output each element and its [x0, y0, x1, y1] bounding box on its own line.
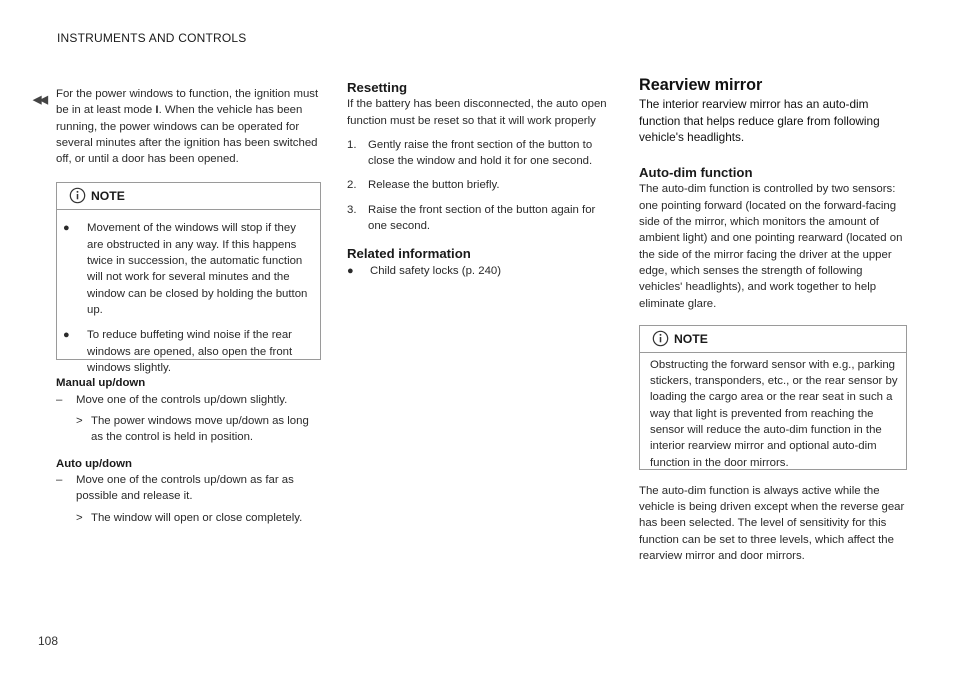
ignition-mode: I — [155, 104, 159, 117]
column-middle — [347, 80, 612, 279]
manual-step: – Move one of the controls up/down slightly. — [56, 392, 321, 408]
note-title: NOTE — [674, 331, 708, 346]
intro-paragraph: For the power windows to function, the ignition must be in at least mode I. When the vehicle has been running, the power windows can be operated for several minutes after the ignition has been switched off, or until a door has been opened. — [56, 88, 319, 166]
info-circle-icon — [652, 330, 669, 347]
step-item: 3. Raise the front section of the button again for one second. — [347, 203, 596, 233]
note-box-mirror — [639, 325, 907, 470]
note-box-windows — [56, 182, 321, 374]
section-header: INSTRUMENTS AND CONTROLS — [57, 31, 247, 45]
rearview-mirror-title: Rearview mirror — [639, 76, 763, 94]
bullet-icon: ● — [347, 264, 354, 277]
note-header — [640, 326, 906, 353]
note-title: NOTE — [91, 189, 125, 204]
dash-icon: – — [56, 473, 63, 486]
mirror-note-text: Obstructing the forward sensor with e.g., parking stickers, transponders, etc., or the rear sensor by loading the cargo area or the rear seat in such a way that light is prevented from reaching the sensor will reduce the auto-dim function in the interior rearview mirror and optional auto-dim function in the door mirrors. — [650, 358, 898, 469]
autodim-heading: Auto-dim function — [639, 165, 753, 181]
auto-heading: Auto up/down — [56, 457, 132, 470]
info-circle-icon — [69, 187, 86, 204]
note-header — [57, 183, 320, 210]
rearview-lead: The interior rearview mirror has an auto-dim function that helps reduce glare from following vehicle's headlights. — [639, 97, 880, 144]
column-left — [56, 86, 321, 526]
related-link-child-safety-locks[interactable]: ● Child safety locks (p. 240) — [347, 263, 612, 279]
step-item: 1. Gently raise the front section of the button to close the window and hold it for one second. — [347, 138, 593, 168]
bullet-icon: ● — [63, 222, 70, 235]
autodim-final-paragraph: The auto-dim function is always active while the vehicle is being driven except when the reverse gear has been selected. The level of sensitivity for this function can be set to three levels, which affect the rearview mirror and door mirrors. — [639, 484, 905, 563]
autodim-paragraph: The auto-dim function is controlled by two sensors: one pointing forward (located on the forward-facing side of the mirror, which monitors the amount of ambient light) and one pointing rearward (located on the side of the mirror facing the driver at the upper edge, which senses the strength of following vehicles' headlights), and work together to help eliminate glare. — [639, 183, 903, 310]
related-heading: Related information — [347, 246, 471, 262]
manual-result: > The power windows move up/down as long as the control is held in position. — [76, 415, 309, 444]
step-item: 2. Release the button briefly. — [347, 179, 500, 192]
bullet-icon: ● — [63, 329, 70, 342]
note-item: ● To reduce buffeting wind noise if the rear windows are opened, also open the front windows slightly. — [63, 329, 293, 374]
dash-icon: – — [56, 393, 63, 406]
note-item: ● Movement of the windows will stop if they are obstructed in any way. If this happens twice in succession, the automatic function will not work for several minutes and the window can be closed by holding the button up. — [63, 222, 308, 316]
result-arrow-icon: > — [76, 511, 83, 524]
manual-heading: Manual up/down — [56, 377, 146, 390]
result-arrow-icon: > — [76, 415, 83, 428]
auto-result: > The window will open or close completely. — [56, 510, 321, 526]
column-right — [639, 77, 907, 564]
resetting-heading: Resetting — [347, 80, 408, 95]
auto-step: – Move one of the controls up/down as far as possible and release it. — [56, 473, 294, 503]
back-arrows-icon[interactable]: ◀◀ — [33, 94, 46, 106]
resetting-intro: If the battery has been disconnected, the auto open function must be reset so that it will work properly — [347, 98, 607, 127]
page-number: 108 — [38, 634, 59, 648]
